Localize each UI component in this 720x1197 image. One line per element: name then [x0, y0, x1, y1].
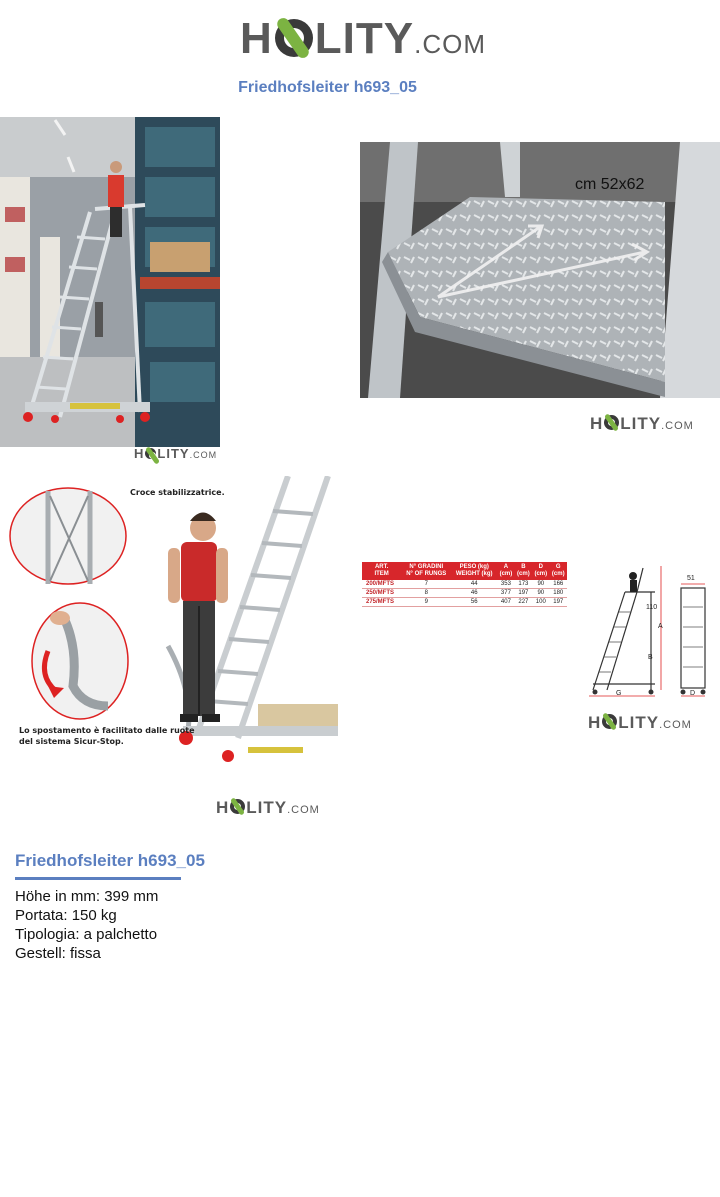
spec-frame: Gestell: fissa	[15, 945, 101, 962]
table-cell: 250/MFTS	[362, 589, 401, 598]
page-title: Friedhofsleiter h693_05	[238, 79, 417, 96]
drawing-label-b: B	[648, 654, 653, 661]
table-cell: 227	[515, 598, 532, 607]
spec-table	[362, 562, 567, 607]
spec-header-cell: B (cm)	[515, 562, 532, 580]
spec-header-cell: G (cm)	[550, 562, 567, 580]
image-logo-1	[134, 446, 217, 461]
platform-photo[interactable]	[360, 142, 720, 398]
logo-start: H	[588, 713, 602, 732]
logo-suffix: .COM	[287, 804, 320, 816]
spec-header-cell: A (cm)	[497, 562, 514, 580]
table-cell: 7	[401, 580, 451, 589]
table-row	[362, 580, 567, 589]
spec-header-cell: ART. ITEM	[362, 562, 401, 580]
spec-header-cell: N° GRADINI N° OF RUNGS	[401, 562, 451, 580]
table-row	[362, 589, 567, 598]
detail-caption-bottom-2: del sistema Sicur-Stop.	[19, 737, 124, 746]
table-cell: 100	[532, 598, 549, 607]
spec-capacity: Portata: 150 kg	[15, 907, 117, 924]
logo-ring-icon	[275, 19, 313, 57]
spec-header-cell: D (cm)	[532, 562, 549, 580]
table-cell: 407	[497, 598, 514, 607]
brand-logo-start: H	[240, 14, 273, 63]
table-row	[362, 598, 567, 607]
product-title: Friedhofsleiter h693_05	[15, 851, 205, 870]
logo-end: LITY	[246, 798, 288, 817]
table-cell: 200/MFTS	[362, 580, 401, 589]
logo-suffix: .COM	[659, 719, 692, 731]
detail-caption-top: Croce stabilizzatrice.	[130, 488, 225, 497]
table-cell: 8	[401, 589, 451, 598]
logo-suffix: .COM	[189, 450, 218, 460]
brand-logo-suffix: .COM	[414, 29, 486, 59]
drawing-dim-top: 51	[687, 575, 695, 582]
warehouse-photo[interactable]	[0, 117, 220, 447]
logo-start: H	[216, 798, 230, 817]
drawing-label-d: D	[690, 690, 696, 697]
ladder-drawing-illustration	[585, 562, 715, 702]
title-underline	[15, 877, 181, 880]
image-logo-4	[588, 713, 692, 733]
drawing-label-a: A	[658, 623, 663, 630]
table-cell: 46	[451, 589, 497, 598]
logo-start: H	[134, 446, 145, 461]
table-cell: 197	[515, 589, 532, 598]
image-logo-3	[216, 798, 320, 818]
drawing-dim-side: 110	[646, 604, 658, 611]
table-cell: 90	[532, 589, 549, 598]
table-cell: 56	[451, 598, 497, 607]
brand-logo-end: LITY	[314, 14, 415, 63]
table-cell: 353	[497, 580, 514, 589]
table-cell: 44	[451, 580, 497, 589]
detail-caption-bottom-1: Lo spostamento è facilitato dalle ruote	[19, 726, 195, 735]
logo-start: H	[590, 414, 604, 433]
table-cell: 173	[515, 580, 532, 589]
table-cell: 166	[550, 580, 567, 589]
logo-ring-icon	[230, 799, 245, 814]
table-cell: 90	[532, 580, 549, 589]
spec-height: Höhe in mm: 399 mm	[15, 888, 159, 905]
logo-ring-icon	[604, 415, 619, 430]
logo-ring-icon	[145, 448, 156, 459]
platform-illustration	[360, 142, 720, 398]
warehouse-illustration	[0, 117, 220, 447]
table-cell: 180	[550, 589, 567, 598]
platform-size-label: cm 52x62	[575, 176, 645, 193]
logo-suffix: .COM	[661, 420, 694, 432]
technical-drawing[interactable]	[585, 562, 715, 702]
table-cell: 9	[401, 598, 451, 607]
detail-photo[interactable]	[8, 476, 338, 773]
spec-table-header	[362, 562, 567, 580]
table-cell: 197	[550, 598, 567, 607]
logo-end: LITY	[618, 713, 660, 732]
logo-end: LITY	[157, 446, 190, 461]
image-logo-2	[590, 414, 694, 434]
brand-logo[interactable]	[240, 14, 486, 64]
logo-ring-icon	[602, 714, 617, 729]
spec-type: Tipologia: a palchetto	[15, 926, 158, 943]
table-cell: 377	[497, 589, 514, 598]
spec-header-cell: PESO (kg) WEIGHT (kg)	[451, 562, 497, 580]
table-cell: 275/MFTS	[362, 598, 401, 607]
drawing-label-g: G	[616, 690, 622, 697]
logo-end: LITY	[620, 414, 662, 433]
